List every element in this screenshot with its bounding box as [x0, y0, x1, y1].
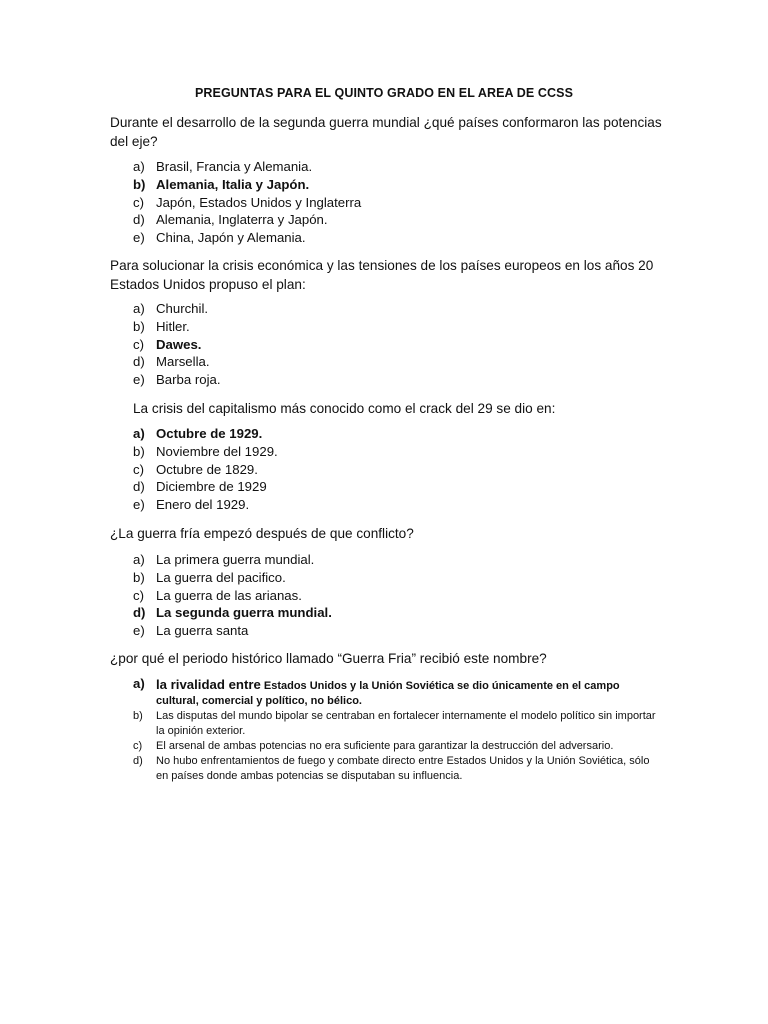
option-text: Japón, Estados Unidos y Inglaterra [156, 194, 362, 210]
option-text: La guerra de las arianas. [156, 587, 302, 603]
option-text-rest: Estados Unidos y la Unión Soviética se dio únicamente en el campo cultural, comercial y político, no bélico. [156, 680, 620, 707]
option-item [133, 709, 656, 739]
option-text: La segunda guerra mundial. [156, 605, 332, 621]
option-text: Barba roja. [156, 372, 221, 388]
option-label: d) [133, 479, 145, 495]
option-item [133, 371, 653, 389]
option-item [133, 461, 653, 479]
question-5-options [133, 676, 656, 784]
question-3-text: La crisis del capitalismo más conocido como el crack del 29 se dio en: [133, 401, 556, 416]
option-label: a) [133, 301, 145, 316]
option-text: Dawes. [156, 336, 202, 352]
option-item [133, 318, 653, 336]
option-label: d) [133, 354, 145, 370]
option-label: c) [133, 587, 144, 603]
option-label: c) [133, 740, 143, 752]
question-3-options [133, 425, 653, 514]
option-label: d) [133, 605, 146, 621]
option-label: e) [133, 230, 145, 246]
question-4-text: ¿La guerra fría empezó después de que conflicto? [110, 526, 414, 541]
option-text: Diciembre de 1929 [156, 479, 267, 495]
option-label: e) [133, 372, 145, 388]
option-item [133, 569, 653, 587]
option-item [133, 622, 653, 640]
option-label: d) [133, 755, 143, 767]
option-item-correct [133, 604, 653, 622]
option-item [133, 158, 653, 176]
option-text: Hitler. [156, 318, 190, 334]
question-2-options [133, 300, 653, 389]
option-item-correct [133, 176, 653, 194]
option-label: b) [133, 443, 145, 459]
option-item [133, 353, 653, 371]
option-item [133, 211, 653, 229]
option-item [133, 496, 653, 514]
option-item [133, 551, 653, 569]
option-label: c) [133, 194, 144, 210]
question-2-text: Para solucionar la crisis económica y las tensiones de los países europeos en los años 20 Estados Unidos propuso el plan: [110, 258, 654, 292]
option-item [133, 300, 653, 318]
option-label: d) [133, 212, 145, 228]
option-item-correct [133, 677, 653, 709]
option-label: b) [133, 569, 145, 585]
question-4-options [133, 551, 653, 640]
option-text: Brasil, Francia y Alemania. [156, 159, 313, 174]
option-label: b) [133, 710, 143, 722]
option-text: El arsenal de ambas potencias no era suficiente para garantizar la destrucción del adversario. [156, 740, 614, 752]
option-label: c) [133, 461, 144, 477]
question-1-options [133, 158, 653, 247]
option-item [133, 443, 653, 461]
option-label: a) [133, 426, 145, 441]
question-5-text: ¿por qué el periodo histórico llamado “Guerra Fria” recibió este nombre? [110, 651, 547, 666]
option-text: China, Japón y Alemania. [156, 230, 306, 246]
option-item [133, 587, 653, 605]
option-item-correct [133, 425, 653, 443]
option-text: La guerra del pacifico. [156, 569, 286, 585]
option-text: Octubre de 1829. [156, 461, 258, 477]
option-item [133, 739, 653, 754]
option-text: Alemania, Italia y Japón. [156, 176, 310, 192]
option-label: a) [133, 552, 145, 567]
option-item [133, 194, 653, 212]
option-label: a) [133, 676, 145, 691]
option-label: b) [133, 318, 145, 334]
option-item-correct [133, 336, 653, 354]
option-text: Octubre de 1929. [156, 426, 263, 441]
option-label: e) [133, 623, 145, 639]
option-text: Churchil. [156, 301, 209, 316]
option-text: La guerra santa [156, 623, 249, 639]
option-label: a) [133, 159, 145, 174]
option-text: Enero del 1929. [156, 497, 250, 513]
option-text: Marsella. [156, 354, 210, 370]
option-text: La primera guerra mundial. [156, 552, 315, 567]
option-item [133, 478, 653, 496]
option-item [133, 754, 653, 784]
option-item [133, 229, 653, 247]
option-text-lead: la rivalidad entre [156, 677, 261, 692]
document-title: PREGUNTAS PARA EL QUINTO GRADO EN EL AREA DE CCSS [194, 86, 574, 100]
option-text: No hubo enfrentamientos de fuego y combate directo entre Estados Unidos y la Unión Soviética, sólo en países donde ambas potencias se disputaban su influencia. [156, 755, 650, 782]
option-label: b) [133, 176, 146, 192]
option-text: Alemania, Inglaterra y Japón. [156, 212, 328, 228]
option-text [156, 677, 656, 709]
option-label: c) [133, 336, 144, 352]
option-text: Noviembre del 1929. [156, 443, 278, 459]
option-label: e) [133, 497, 145, 513]
option-text: Las disputas del mundo bipolar se centraban en fortalecer internamente el modelo político sin importar la opinión exterior. [156, 710, 656, 737]
question-1-text: Durante el desarrollo de la segunda guerra mundial ¿qué países conformaron las potencias del eje? [110, 115, 662, 149]
